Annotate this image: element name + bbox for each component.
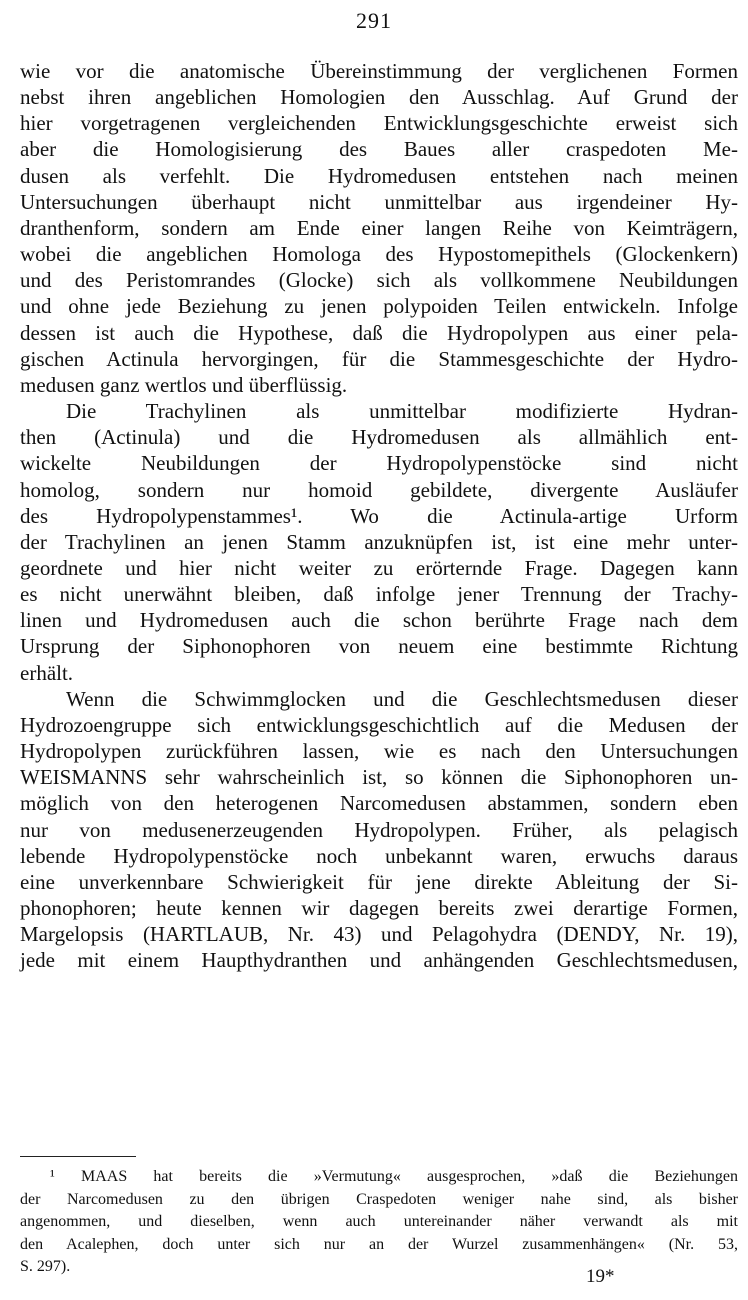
text-line: und ohne jede Beziehung zu jenen polypoiden Teilen entwickeln. Infolge [20, 294, 738, 319]
page-number: 291 [356, 8, 392, 33]
paragraph-2 [20, 398, 738, 686]
text-line: es nicht unerwähnt bleiben, daß infolge jener Trennung der Trachy- [20, 582, 738, 607]
text-line: lebende Hydropolypenstöcke noch unbekannt waren, erwuchs daraus [20, 843, 738, 868]
text-line: WEISMANNS sehr wahrscheinlich ist, so können die Siphonophoren un- [20, 765, 738, 790]
text-line: medusen ganz wertlos und überflüssig. [20, 372, 348, 397]
text-line: jede mit einem Haupthydranthen und anhängenden Geschlechtsmedusen, [20, 948, 738, 973]
text-line: homolog, sondern nur homoid gebildete, divergente Ausläufer [20, 477, 738, 502]
text-line: nur von medusenerzeugenden Hydropolypen. Früher, als pelagisch [20, 817, 738, 842]
text-line: des Hydropolypenstammes¹. Wo die Actinula-artige Urform [20, 503, 738, 528]
body-text [20, 58, 738, 973]
footnote-line: den Acalephen, doch unter sich nur an der Wurzel zusammenhängen« (Nr. 53, [20, 1235, 738, 1253]
footnote-line: ¹ MAAS hat bereits die »Vermutung« ausgesprochen, »daß die Beziehungen [50, 1168, 738, 1185]
text-line: nebst ihren angeblichen Homologien den Ausschlag. Auf Grund der [20, 85, 738, 110]
text-line: Margelopsis (HARTLAUB, Nr. 43) und Pelagohydra (DENDY, Nr. 19), [20, 922, 738, 947]
text-line: then (Actinula) und die Hydromedusen als allmählich ent- [20, 425, 738, 450]
text-line: geordnete und hier nicht weiter zu erörternde Frage. Dagegen kann [20, 555, 738, 580]
text-line: wie vor die anatomische Übereinstimmung der verglichenen Formen [20, 59, 738, 83]
footnote-line: der Narcomedusen zu den übrigen Craspedoten weniger nahe sind, als bisher [20, 1190, 738, 1208]
text-line: dusen als verfehlt. Die Hydromedusen entstehen nach meinen [20, 163, 738, 188]
text-line: eine unverkennbare Schwierigkeit für jene direkte Ableitung der Si- [20, 869, 738, 894]
text-line: Hydrozoengruppe sich entwicklungsgeschichtlich auf die Medusen der [20, 712, 738, 737]
footnote-line: S. 297). [20, 1258, 71, 1275]
text-line: gischen Actinula hervorgingen, für die Stammesgeschichte der Hydro- [20, 346, 738, 371]
text-line: phonophoren; heute kennen wir dagegen bereits zwei derartige Formen, [20, 896, 738, 920]
text-line: linen und Hydromedusen auch die schon berührte Frage nach dem [20, 608, 738, 633]
text-line: möglich von den heterogenen Narcomedusen abstammen, sondern eben [20, 791, 738, 816]
text-line: dessen ist auch die Hypothese, daß die Hydropolypen aus einer pela- [20, 320, 738, 345]
text-line: aber die Homologisierung des Baues aller craspedoten Me- [20, 137, 738, 162]
text-line: erhält. [20, 660, 74, 685]
text-line: Ursprung der Siphonophoren von neuem eine bestimmte Richtung [20, 634, 738, 659]
text-line: Die Trachylinen als unmittelbar modifizierte Hydran- [66, 399, 738, 424]
text-line: Wenn die Schwimmglocken und die Geschlechtsmedusen dieser [66, 686, 738, 711]
text-line: dranthenform, sondern am Ende einer langen Reihe von Keimträgern, [20, 215, 738, 240]
signature-mark: 19* [586, 1266, 615, 1287]
footnote-line: angenommen, und dieselben, wenn auch untereinander näher verwandt als mit [20, 1213, 738, 1230]
text-line: hier vorgetragenen vergleichenden Entwicklungsgeschichte erweist sich [20, 111, 738, 136]
text-line: Hydropolypen zurückführen lassen, wie es nach den Untersuchungen [20, 739, 738, 764]
footnote-divider [20, 1156, 136, 1157]
footnote [20, 1166, 738, 1279]
text-line: und des Peristomrandes (Glocke) sich als vollkommene Neubildungen [20, 268, 738, 293]
text-line: Untersuchungen überhaupt nicht unmittelbar aus irgendeiner Hy- [20, 189, 738, 214]
text-line: der Trachylinen an jenen Stamm anzuknüpfen ist, ist eine mehr unter- [20, 529, 738, 554]
paragraph-3 [20, 686, 738, 974]
text-line: wickelte Neubildungen der Hydropolypenstöcke sind nicht [20, 451, 738, 476]
text-line: wobei die angeblichen Homologa des Hypostomepithels (Glockenkern) [20, 242, 738, 267]
paragraph-1 [20, 58, 738, 398]
